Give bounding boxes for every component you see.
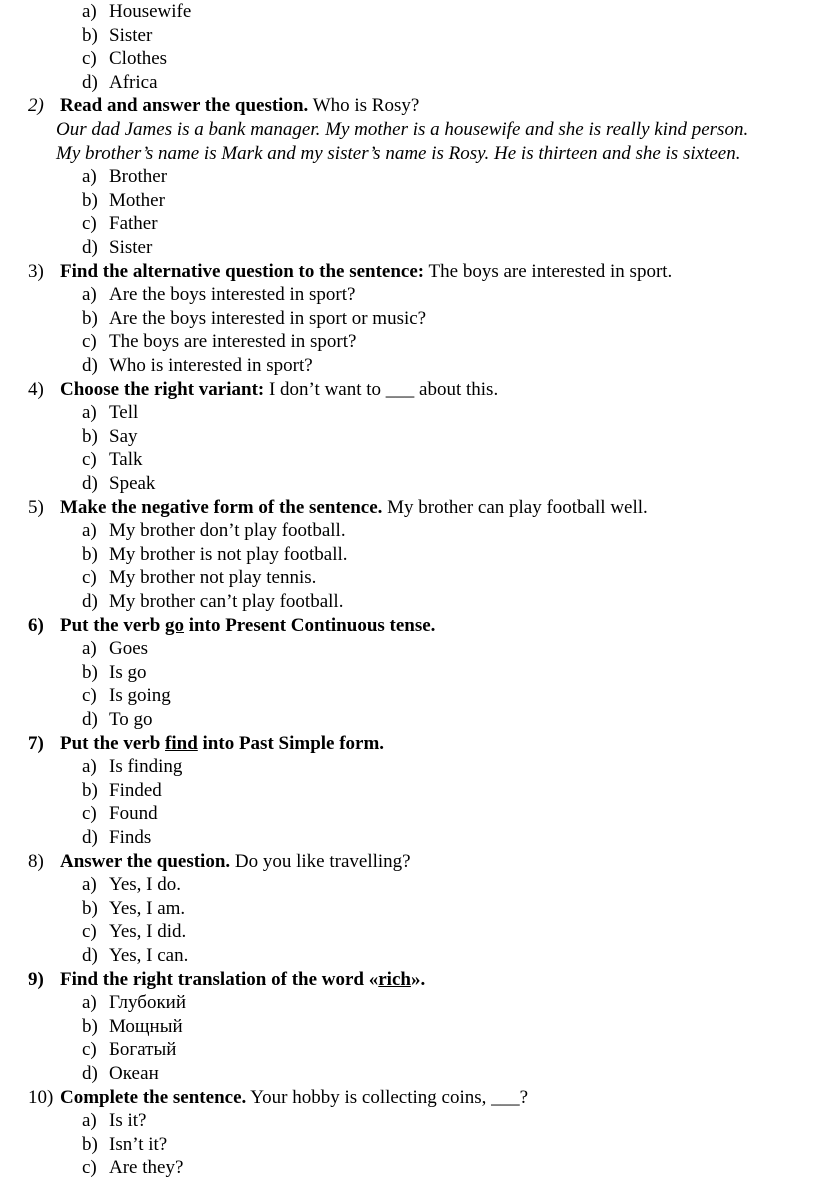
option-item: c) Is going: [82, 685, 171, 707]
question-2: 2) Read and answer the question. Who is Rosy?: [28, 95, 420, 117]
option-item: c) Богатый: [82, 1039, 177, 1061]
option-item: b) Say: [82, 425, 138, 447]
question-4: 4) Choose the right variant: I don’t want to ___ about this.: [28, 378, 499, 400]
option-item: d) Africa: [82, 71, 158, 93]
question-9: 9) Find the right translation of the word «rich».: [28, 968, 426, 990]
option-item: b) Sister: [82, 24, 153, 46]
option-item: d) Yes, I can.: [82, 945, 189, 966]
question-10: 10) Complete the sentence. Your hobby is collecting coins, ___?: [28, 1086, 529, 1108]
option-item: c) Clothes: [82, 48, 168, 70]
option-item: a) My brother don’t play football.: [82, 520, 346, 542]
option-item: a) Is finding: [82, 756, 183, 778]
option-item: b) Yes, I am.: [82, 897, 186, 919]
option-item: c) Talk: [82, 449, 143, 471]
option-item: d) My brother can’t play football.: [82, 591, 344, 612]
passage-line: My brother’s name is Mark and my sister’s name is Rosy. He is thirteen and she is sixteen.: [56, 142, 741, 164]
option-item: d) Finds: [82, 827, 152, 848]
option-item: b) Are the boys interested in sport or music?: [82, 307, 427, 329]
option-item: c) Found: [82, 803, 158, 825]
question-5: 5) Make the negative form of the sentence. My brother can play football well.: [28, 496, 648, 518]
option-item: a) Глубокий: [82, 992, 187, 1014]
question-7: 7) Put the verb find into Past Simple form.: [28, 732, 385, 754]
option-item: d) To go: [82, 709, 153, 730]
option-item: b) My brother is not play football.: [82, 543, 348, 565]
option-item: a) Is it?: [82, 1110, 147, 1132]
option-item: a) Tell: [82, 402, 139, 424]
option-item: b) Isn’t it?: [82, 1133, 168, 1155]
option-item: d) Speak: [82, 473, 156, 494]
option-item: d) Who is interested in sport?: [82, 355, 313, 376]
option-item: d) Sister: [82, 237, 153, 258]
option-item: c) Are they?: [82, 1157, 184, 1179]
question-3: 3) Find the alternative question to the sentence: The boys are interested in sport.: [28, 260, 673, 282]
option-item: c) Father: [82, 213, 158, 235]
option-item: c) The boys are interested in sport?: [82, 331, 357, 353]
option-item: b) Mother: [82, 189, 165, 211]
option-item: a) Housewife: [82, 1, 192, 22]
option-item: b) Is go: [82, 661, 147, 683]
option-item: a) Brother: [82, 166, 168, 188]
question-6: 6) Put the verb go into Present Continuous tense.: [28, 614, 436, 636]
option-item: d) Океан: [82, 1063, 159, 1084]
option-item: b) Finded: [82, 779, 162, 801]
option-item: c) My brother not play tennis.: [82, 567, 317, 589]
option-item: a) Goes: [82, 638, 149, 660]
option-item: c) Yes, I did.: [82, 921, 187, 943]
option-item: b) Мощный: [82, 1015, 183, 1037]
option-item: a) Yes, I do.: [82, 874, 181, 896]
passage-line: Our dad James is a bank manager. My mother is a housewife and she is really kind person.: [56, 119, 749, 140]
option-item: a) Are the boys interested in sport?: [82, 284, 356, 306]
question-8: 8) Answer the question. Do you like travelling?: [28, 850, 411, 872]
